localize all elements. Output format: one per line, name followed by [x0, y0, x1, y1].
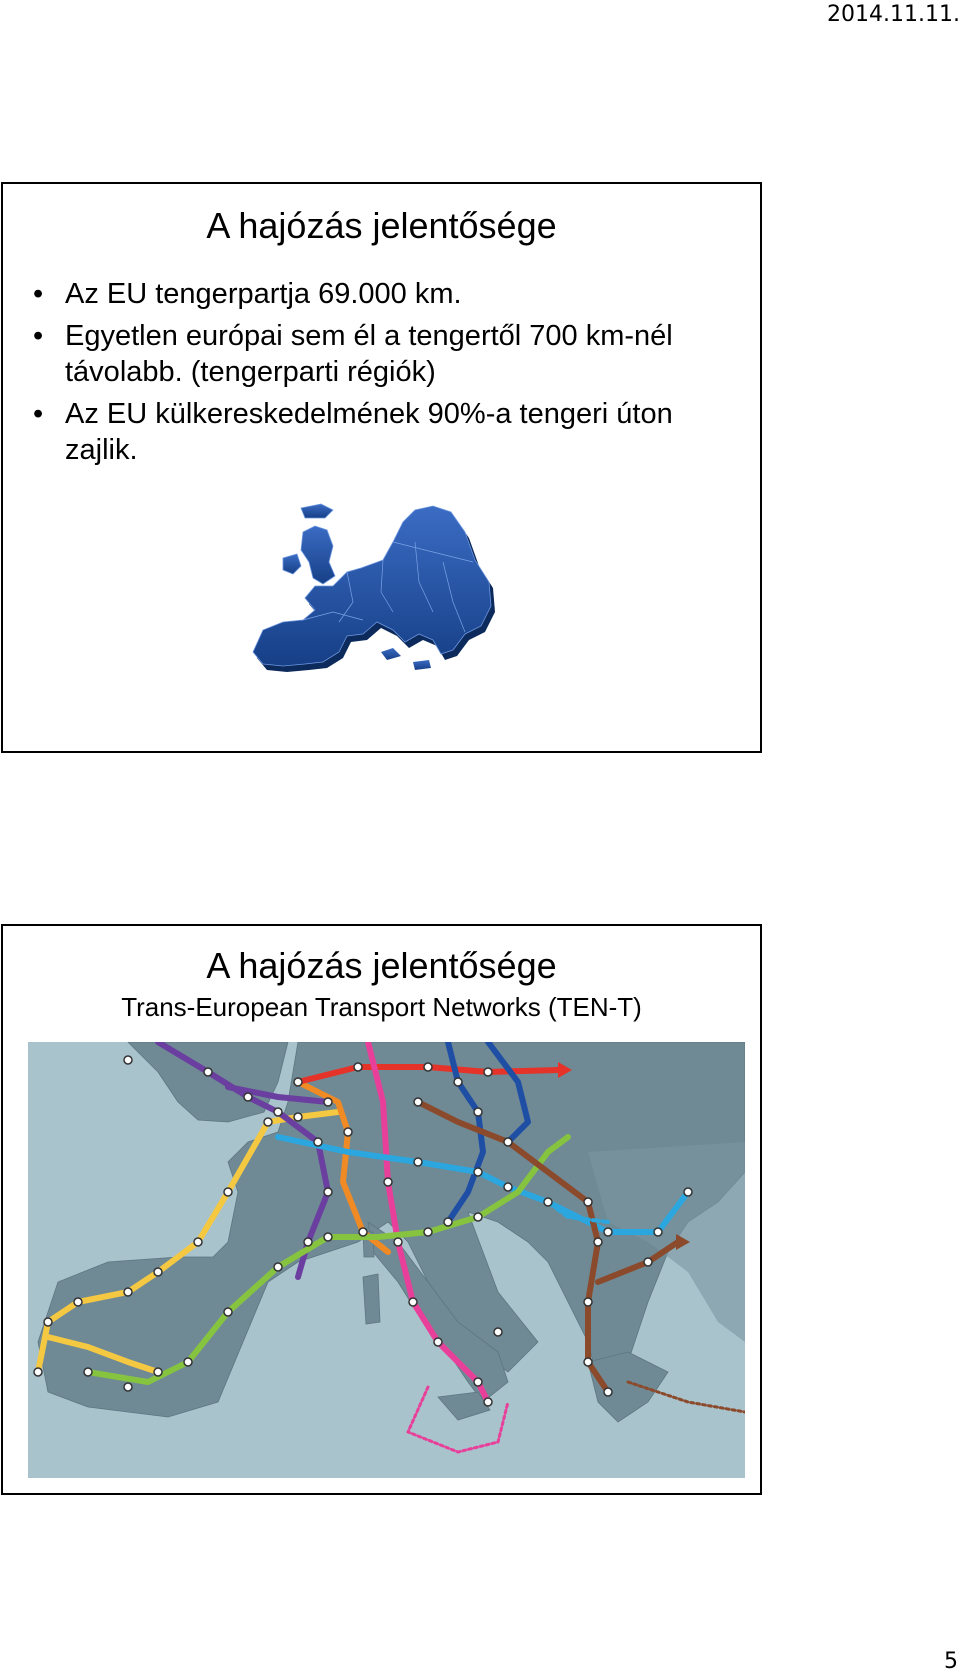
slide-title: A hajózás jelentősége	[206, 945, 557, 986]
slide-1	[1, 182, 762, 753]
bullet-item: • Az EU tengerpartja 69.000 km.	[33, 278, 462, 310]
europe-map-icon	[243, 502, 513, 682]
page-number: 5	[944, 1649, 958, 1674]
ten-t-map	[28, 1042, 745, 1478]
slide-2	[1, 924, 762, 1495]
bullet-item: • Egyetlen európai sem él a tengertől 700 km-nél távolabb. (tengerparti régiók)	[33, 320, 673, 388]
header-date: 2014.11.11.	[827, 2, 960, 27]
slide-subtitle: Trans-European Transport Networks (TEN-T)	[121, 992, 642, 1022]
slide-title: A hajózás jelentősége	[206, 205, 557, 246]
bullet-list	[33, 276, 730, 474]
bullet-item: • Az EU külkereskedelmének 90%-a tengeri úton zajlik.	[33, 398, 673, 466]
